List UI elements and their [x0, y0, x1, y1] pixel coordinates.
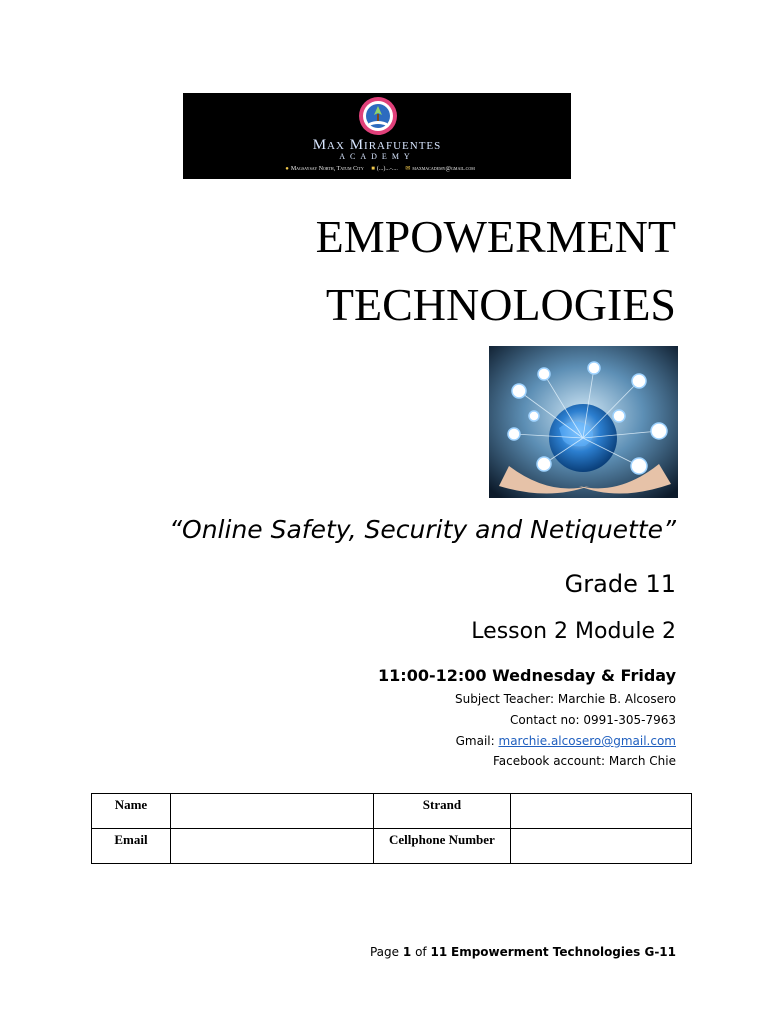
table-row — [92, 794, 692, 829]
contact-number-value: 0991-305-7963 — [583, 713, 676, 727]
gmail-address — [456, 732, 676, 750]
name-field[interactable] — [170, 794, 373, 829]
gmail-label: Gmail: — [455, 734, 495, 748]
school-subtitle: ACADEMY — [339, 152, 415, 161]
globe-in-hands-icon — [489, 346, 678, 498]
school-name: Max Mirafuentes — [312, 137, 442, 153]
email-label: Email — [92, 829, 171, 864]
school-banner — [183, 93, 571, 179]
footer-document-label: Empowerment Technologies G-11 — [451, 945, 676, 959]
location-pin-icon: ● — [285, 166, 289, 172]
page-current: 1 — [402, 945, 412, 959]
school-phone: (...)...-.... — [376, 166, 398, 172]
email-field[interactable] — [170, 829, 373, 864]
school-address: Magsaysay North, Tatum City — [290, 166, 364, 172]
subject-teacher — [455, 690, 676, 708]
grade-level: Grade 11 — [564, 570, 676, 598]
email-icon: ✉ — [405, 166, 411, 172]
page-footer — [370, 943, 676, 961]
lesson-module: Lesson 2 Module 2 — [471, 619, 676, 644]
contact-number — [510, 711, 676, 729]
school-seal-icon — [358, 95, 398, 139]
cellphone-field[interactable] — [511, 829, 692, 864]
gmail-link[interactable]: marchie.alcosero@gmail.com — [498, 734, 676, 748]
table-row — [92, 829, 692, 864]
subject-teacher-label: Subject Teacher: — [455, 692, 555, 706]
name-label: Name — [92, 794, 171, 829]
phone-icon: ■ — [371, 166, 375, 172]
lesson-title: “Online Safety, Security and Netiquette” — [169, 515, 676, 544]
class-schedule: 11:00-12:00 Wednesday & Friday — [378, 666, 676, 685]
student-info-table — [91, 793, 692, 864]
contact-number-label: Contact no: — [510, 713, 580, 727]
document-title-line-2: TECHNOLOGIES — [325, 279, 676, 330]
page-word: Page — [369, 945, 400, 959]
cellphone-label: Cellphone Number — [373, 829, 511, 864]
school-contact-strip — [183, 164, 571, 174]
of-word: of — [415, 945, 427, 959]
school-email: maxmacademy@gmail.com — [412, 166, 475, 172]
strand-field[interactable] — [511, 794, 692, 829]
facebook-value: March Chie — [608, 754, 676, 768]
page-total: 11 — [430, 945, 448, 959]
facebook-account — [493, 752, 676, 770]
subject-teacher-name: Marchie B. Alcosero — [557, 692, 676, 706]
strand-label: Strand — [373, 794, 511, 829]
document-title-line-1: EMPOWERMENT — [315, 211, 676, 262]
facebook-label: Facebook account: — [493, 754, 606, 768]
